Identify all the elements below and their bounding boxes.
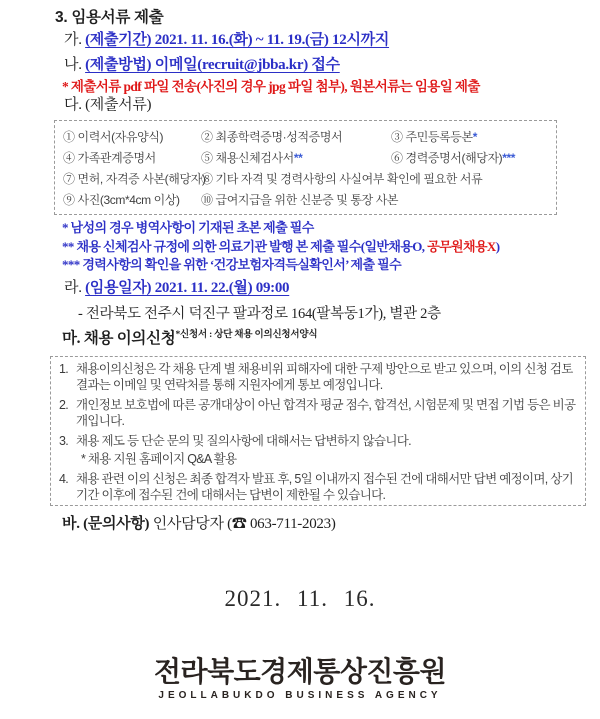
item-na-label: 나. xyxy=(64,57,82,73)
required-documents-box xyxy=(54,120,557,215)
objection-superscript: *신청서 : 상단 채용 이의신청서양식 xyxy=(175,330,318,340)
objection-title: 채용 이의신청 xyxy=(83,330,176,347)
document-item-text: ⑥ 경력증명서(해당자) xyxy=(391,151,503,165)
item-ma-label: 마. xyxy=(62,330,81,347)
objection-item xyxy=(59,472,577,503)
footnote-block xyxy=(62,219,499,275)
documents-row xyxy=(55,147,556,168)
document-item xyxy=(391,149,556,166)
document-item-text: ① 이력서(자유양식) xyxy=(63,130,164,144)
document-item-text: ⑨ 사진(3cm*4cm 이상) xyxy=(63,193,180,207)
document-item xyxy=(55,191,201,208)
document-item-text: ⑧ 기타 자격 및 경력사항의 사실여부 확인에 필요한 서류 xyxy=(201,172,483,186)
section-objection xyxy=(62,326,317,348)
objection-item-text: 개인정보 보호법에 따른 공개대상이 아닌 합격자 평균 점수, 합격선, 시험문제 및 면접 기법 등은 비공개입니다. xyxy=(76,398,576,428)
objection-item-number: 2. xyxy=(59,398,69,412)
section-documents xyxy=(64,93,151,114)
section-contact xyxy=(62,512,336,533)
footnote-medical-exception: 공무원채용X xyxy=(427,238,496,254)
agency-logo-english: JEOLLABUKDO BUSINESS AGENCY xyxy=(158,690,442,701)
documents-row xyxy=(55,126,556,147)
document-item xyxy=(201,170,556,187)
document-item-text: ③ 주민등록등본 xyxy=(391,130,473,144)
documents-heading-text: (제출서류) xyxy=(85,97,152,113)
document-item xyxy=(55,149,201,166)
footnote-mark: ** xyxy=(293,151,303,165)
document-item-text: ② 최종학력증명·성적증명서 xyxy=(201,130,343,144)
document-item-text: ⑩ 급여지급을 위한 신분증 및 통장 사본 xyxy=(201,193,399,207)
item-ga-label: 가. xyxy=(64,32,82,48)
objection-notice-box xyxy=(50,356,586,506)
documents-row xyxy=(55,168,556,189)
section-submission-method xyxy=(64,53,340,74)
page-title: 3. 임용서류 제출 xyxy=(55,9,164,26)
contact-heading: (문의사항) xyxy=(83,516,150,532)
section-submission-period xyxy=(64,28,389,49)
contact-text-close: ) xyxy=(330,516,336,532)
footnote-mark: * xyxy=(472,130,477,144)
item-da-label: 다. xyxy=(64,97,82,113)
contact-phone-number: 063-711-2023 xyxy=(249,516,331,532)
objection-item xyxy=(59,398,577,429)
section-appointment-date xyxy=(64,276,289,297)
footnote-medical xyxy=(62,238,499,257)
document-date: 2021. 11. 16. xyxy=(224,586,376,611)
document-item-text: ④ 가족관계증명서 xyxy=(63,151,156,165)
agency-logo xyxy=(0,656,600,701)
objection-item-text: 채용 관련 이의 신청은 최종 합격자 발표 후, 5일 이내까지 접수된 건에 대해서만 답변 예정이며, 상기 기간 이후에 접수된 건에 대해서는 답변이 제한될 수 있습니다. xyxy=(76,472,574,502)
document-item xyxy=(201,149,391,166)
document-item xyxy=(201,128,391,145)
objection-item-subnote: * 채용 지원 홈페이지 Q&A 활용 xyxy=(81,451,237,466)
document-item xyxy=(55,170,206,187)
contact-text: 인사담당자 ( xyxy=(152,516,232,532)
document-item xyxy=(201,191,556,208)
documents-row xyxy=(55,189,556,210)
footnote-military: * 남성의 경우 병역사항이 기재된 초본 제출 필수 xyxy=(62,220,314,235)
pdf-warning-note: * 제출서류 pdf 파일 전송(사진의 경우 jpg 파일 첨부), 원본서류는 임용일 제출 xyxy=(62,79,480,94)
footnote-mark: *** xyxy=(502,151,516,165)
objection-item-text: 채용이의신청은 각 채용 단계 별 채용비위 피해자에 대한 구제 방안으로 받고 있으며, 이의 신청 검토 결과는 이메일 및 연락처를 통해 지원자에게 통보 예정입니다. xyxy=(76,362,573,392)
submission-period-text: (제출기간) 2021. 11. 16.(화) ~ 11. 19.(금) 12시까지 xyxy=(85,32,390,48)
objection-item-number: 4. xyxy=(59,472,69,486)
footnote-career: *** 경력사항의 확인을 위한 ‘건강보험자격득실확인서’ 제출 필수 xyxy=(62,257,402,272)
submission-method-text: (제출방법) 이메일(recruit@jbba.kr) 접수 xyxy=(85,57,340,73)
objection-item xyxy=(59,362,577,393)
phone-icon: ☎ xyxy=(231,516,247,532)
footnote-medical-close: ) xyxy=(495,238,500,254)
footnote-medical-text: ** 채용 신체검사 규정에 의한 의료기관 발행 본 제출 필수(일반채용O, xyxy=(62,238,428,254)
objection-item-number: 3. xyxy=(59,434,69,448)
agency-logo-korean: 전라북도경제통상진흥원 xyxy=(153,656,447,687)
appointment-date-text: (임용일자) 2021. 11. 22.(월) 09:00 xyxy=(85,280,290,296)
document-item-text: ⑦ 면허, 자격증 사본(해당자) xyxy=(63,172,206,186)
item-ba-label: 바. xyxy=(62,516,80,532)
appointment-address: - 전라북도 전주시 덕진구 팔과정로 164(팔복동1가), 별관 2층 xyxy=(78,306,441,322)
objection-item xyxy=(59,434,577,450)
objection-item-number: 1. xyxy=(59,362,69,376)
document-item xyxy=(55,128,201,145)
document-item xyxy=(391,128,556,145)
document-item-text: ⑤ 채용신체검사서 xyxy=(201,151,294,165)
objection-item-text: 채용 제도 등 단순 문의 및 질의사항에 대해서는 답변하지 않습니다. xyxy=(76,434,411,448)
item-ra-label: 라. xyxy=(64,280,82,296)
